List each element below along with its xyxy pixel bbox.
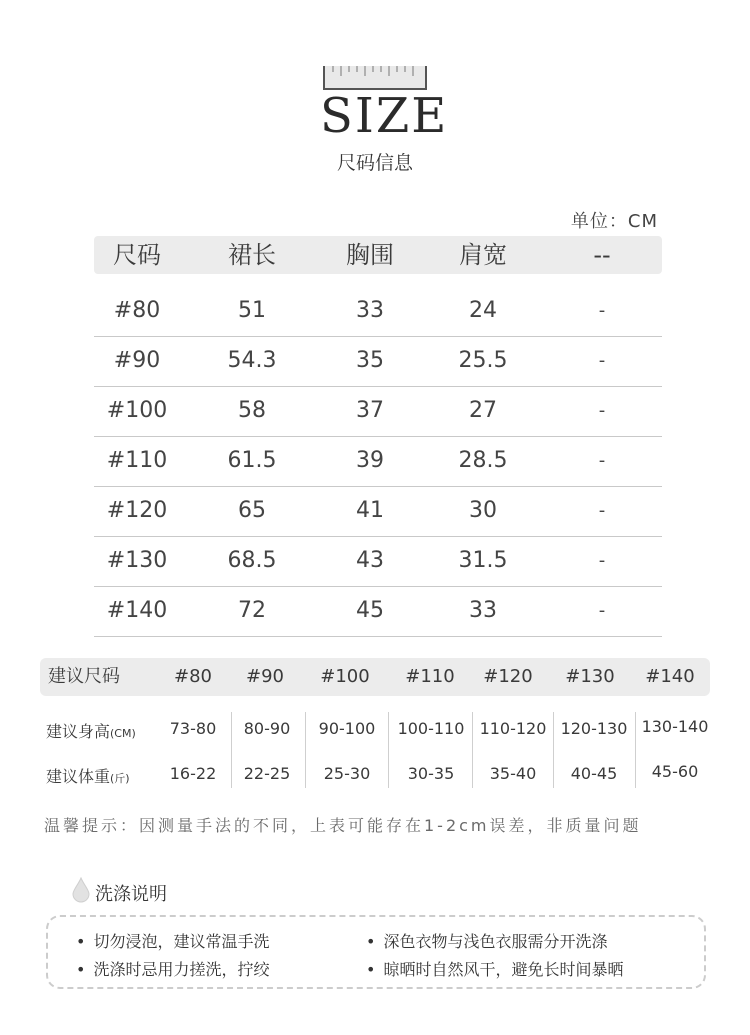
weight-label: 建议体重(斤) [46,767,130,786]
ruler-icon [323,66,427,90]
care-item: • 晾晒时自然风干，避免长时间暴晒 [366,957,623,980]
header-size: 尺码 [113,241,161,269]
care-item: • 洗涤时忌用力搓洗，拧绞 [76,957,269,980]
header-dress-length: 裙长 [228,241,276,269]
height-label: 建议身高(CM) [46,722,136,741]
cell-shoulder: 33 [469,598,497,623]
cell-shoulder: 27 [469,398,497,423]
recommend-size: #90 [246,666,284,687]
height-value: 90-100 [318,719,376,738]
cell-shoulder: 31.5 [458,548,508,573]
column-divider [635,712,636,788]
column-divider [472,712,473,788]
table-row [94,386,662,437]
care-title: 洗涤说明 [95,884,167,905]
cell-size: #100 [106,398,168,423]
weight-value: 22-25 [243,764,291,783]
cell-bust: 39 [356,448,384,473]
unit-label: 单位：CM [570,211,658,232]
cell-dress-length: 58 [238,398,266,423]
cell-extra: - [598,300,606,321]
weight-value: 35-40 [489,764,537,783]
cell-shoulder: 25.5 [458,348,508,373]
cell-bust: 35 [356,348,384,373]
recommend-size: #140 [645,666,695,687]
care-instructions-box [46,915,706,989]
recommend-size: #130 [565,666,615,687]
height-value: 110-120 [479,719,547,738]
weight-unit: (斤) [110,772,130,785]
column-divider [553,712,554,788]
height-value: 73-80 [169,719,217,738]
table-row [94,486,662,537]
table-row [94,586,662,637]
weight-value: 16-22 [169,764,217,783]
cell-size: #80 [113,298,161,323]
cell-size: #130 [106,548,168,573]
cell-dress-length: 54.3 [227,348,277,373]
page-title: SIZE [320,88,449,144]
column-divider [305,712,306,788]
header-shoulder: 肩宽 [459,241,507,269]
recommend-size-label: 建议尺码 [48,666,120,687]
care-item: • 切勿浸泡，建议常温手洗 [76,929,269,952]
header-bust: 胸围 [346,241,394,269]
height-value: 100-110 [397,719,465,738]
cell-dress-length: 65 [238,498,266,523]
care-item: • 深色衣物与浅色衣服需分开洗涤 [366,929,607,952]
cell-dress-length: 61.5 [227,448,277,473]
height-value: 80-90 [243,719,291,738]
cell-bust: 41 [356,498,384,523]
height-value: 130-140 [641,717,709,736]
cell-extra: - [598,450,606,471]
table-row [94,286,662,337]
cell-bust: 33 [356,298,384,323]
cell-dress-length: 51 [238,298,266,323]
recommend-size: #100 [320,666,370,687]
cell-bust: 43 [356,548,384,573]
weight-value: 30-35 [407,764,455,783]
height-value: 120-130 [560,719,628,738]
recommend-size: #80 [174,666,212,687]
cell-extra: - [598,600,606,621]
page-subtitle: 尺码信息 [336,152,413,174]
cell-extra: - [598,400,606,421]
cell-shoulder: 28.5 [458,448,508,473]
table-row [94,336,662,387]
measurement-tip: 温馨提示：因测量手法的不同，上表可能存在1-2cm误差，非质量问题 [44,816,642,835]
table-row [94,536,662,587]
weight-value: 40-45 [570,764,618,783]
recommend-size: #120 [483,666,533,687]
cell-size: #90 [113,348,161,373]
cell-dress-length: 68.5 [227,548,277,573]
cell-extra: - [598,550,606,571]
cell-bust: 37 [356,398,384,423]
cell-size: #140 [106,598,168,623]
weight-value: 45-60 [651,762,699,781]
cell-bust: 45 [356,598,384,623]
cell-shoulder: 30 [469,498,497,523]
water-drop-icon [72,877,90,907]
cell-shoulder: 24 [469,298,497,323]
cell-extra: - [598,500,606,521]
column-divider [231,712,232,788]
header-extra: -- [593,241,611,269]
size-table-header [94,236,662,274]
cell-extra: - [598,350,606,371]
height-unit: (CM) [110,727,136,740]
weight-value: 25-30 [323,764,371,783]
recommend-size: #110 [405,666,455,687]
cell-size: #110 [106,448,168,473]
table-row [94,436,662,487]
recommend-header [40,658,710,696]
cell-dress-length: 72 [238,598,266,623]
cell-size: #120 [106,498,168,523]
column-divider [388,712,389,788]
